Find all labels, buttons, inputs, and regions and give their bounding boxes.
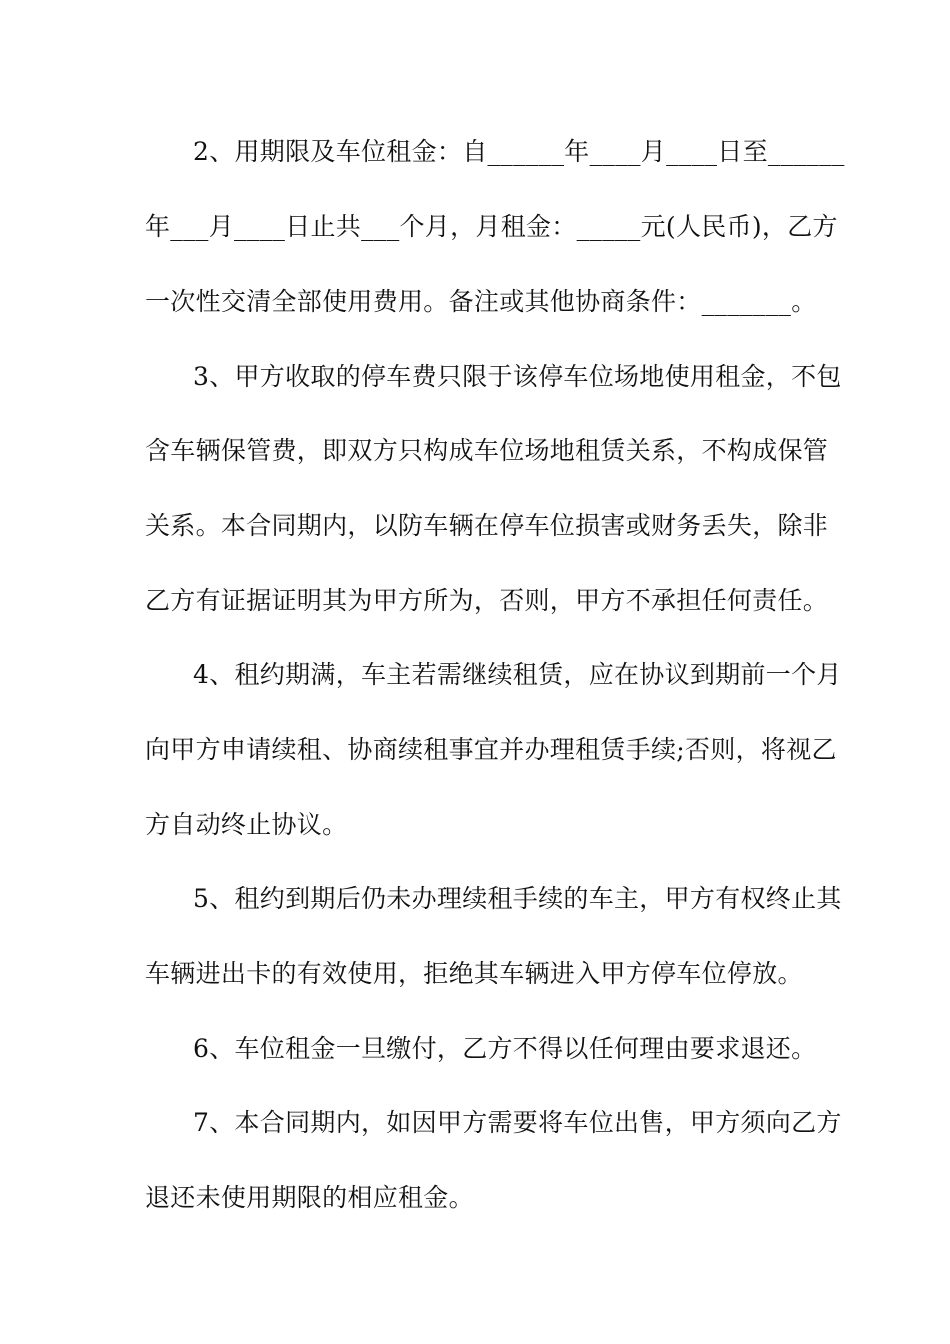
clause-4-line-3: 方自动终止协议。 bbox=[145, 810, 348, 839]
clause-4-line-2: 向甲方申请续租、协商续租事宜并办理租赁手续;否则，将视乙 bbox=[145, 735, 837, 764]
clause-5-line-1: 5、租约到期后仍未办理续租手续的车主，甲方有权终止其 bbox=[193, 884, 842, 913]
clause-2-line-3: 一次性交清全部使用费用。备注或其他协商条件：_______。 bbox=[145, 287, 817, 316]
clause-3-line-2: 含车辆保管费，即双方只构成车位场地租赁关系，不构成保管 bbox=[145, 436, 829, 465]
clause-2-line-2: 年___月____日止共___个月，月租金：_____元(人民币)，乙方 bbox=[145, 212, 838, 241]
clause-7-line-1: 7、本合同期内，如因甲方需要将车位出售，甲方须向乙方 bbox=[193, 1108, 842, 1137]
clause-3-line-3: 关系。本合同期内，以防车辆在停车位损害或财务丢失，除非 bbox=[145, 511, 829, 540]
clause-3-line-1: 3、甲方收取的停车费只限于该停车位场地使用租金，不包 bbox=[193, 362, 842, 391]
clause-7-line-2: 退还未使用期限的相应租金。 bbox=[145, 1183, 474, 1212]
clause-5-line-2: 车辆进出卡的有效使用，拒绝其车辆进入甲方停车位停放。 bbox=[145, 959, 803, 988]
clause-4-line-1: 4、租约期满，车主若需继续租赁，应在协议到期前一个月 bbox=[193, 660, 842, 689]
clause-6-line-1: 6、车位租金一旦缴付，乙方不得以任何理由要求退还。 bbox=[193, 1034, 817, 1063]
clause-2-line-1: 2、用期限及车位租金：自______年____月____日至______ bbox=[193, 137, 845, 166]
clause-3-line-4: 乙方有证据证明其为甲方所为，否则，甲方不承担任何责任。 bbox=[145, 586, 829, 615]
